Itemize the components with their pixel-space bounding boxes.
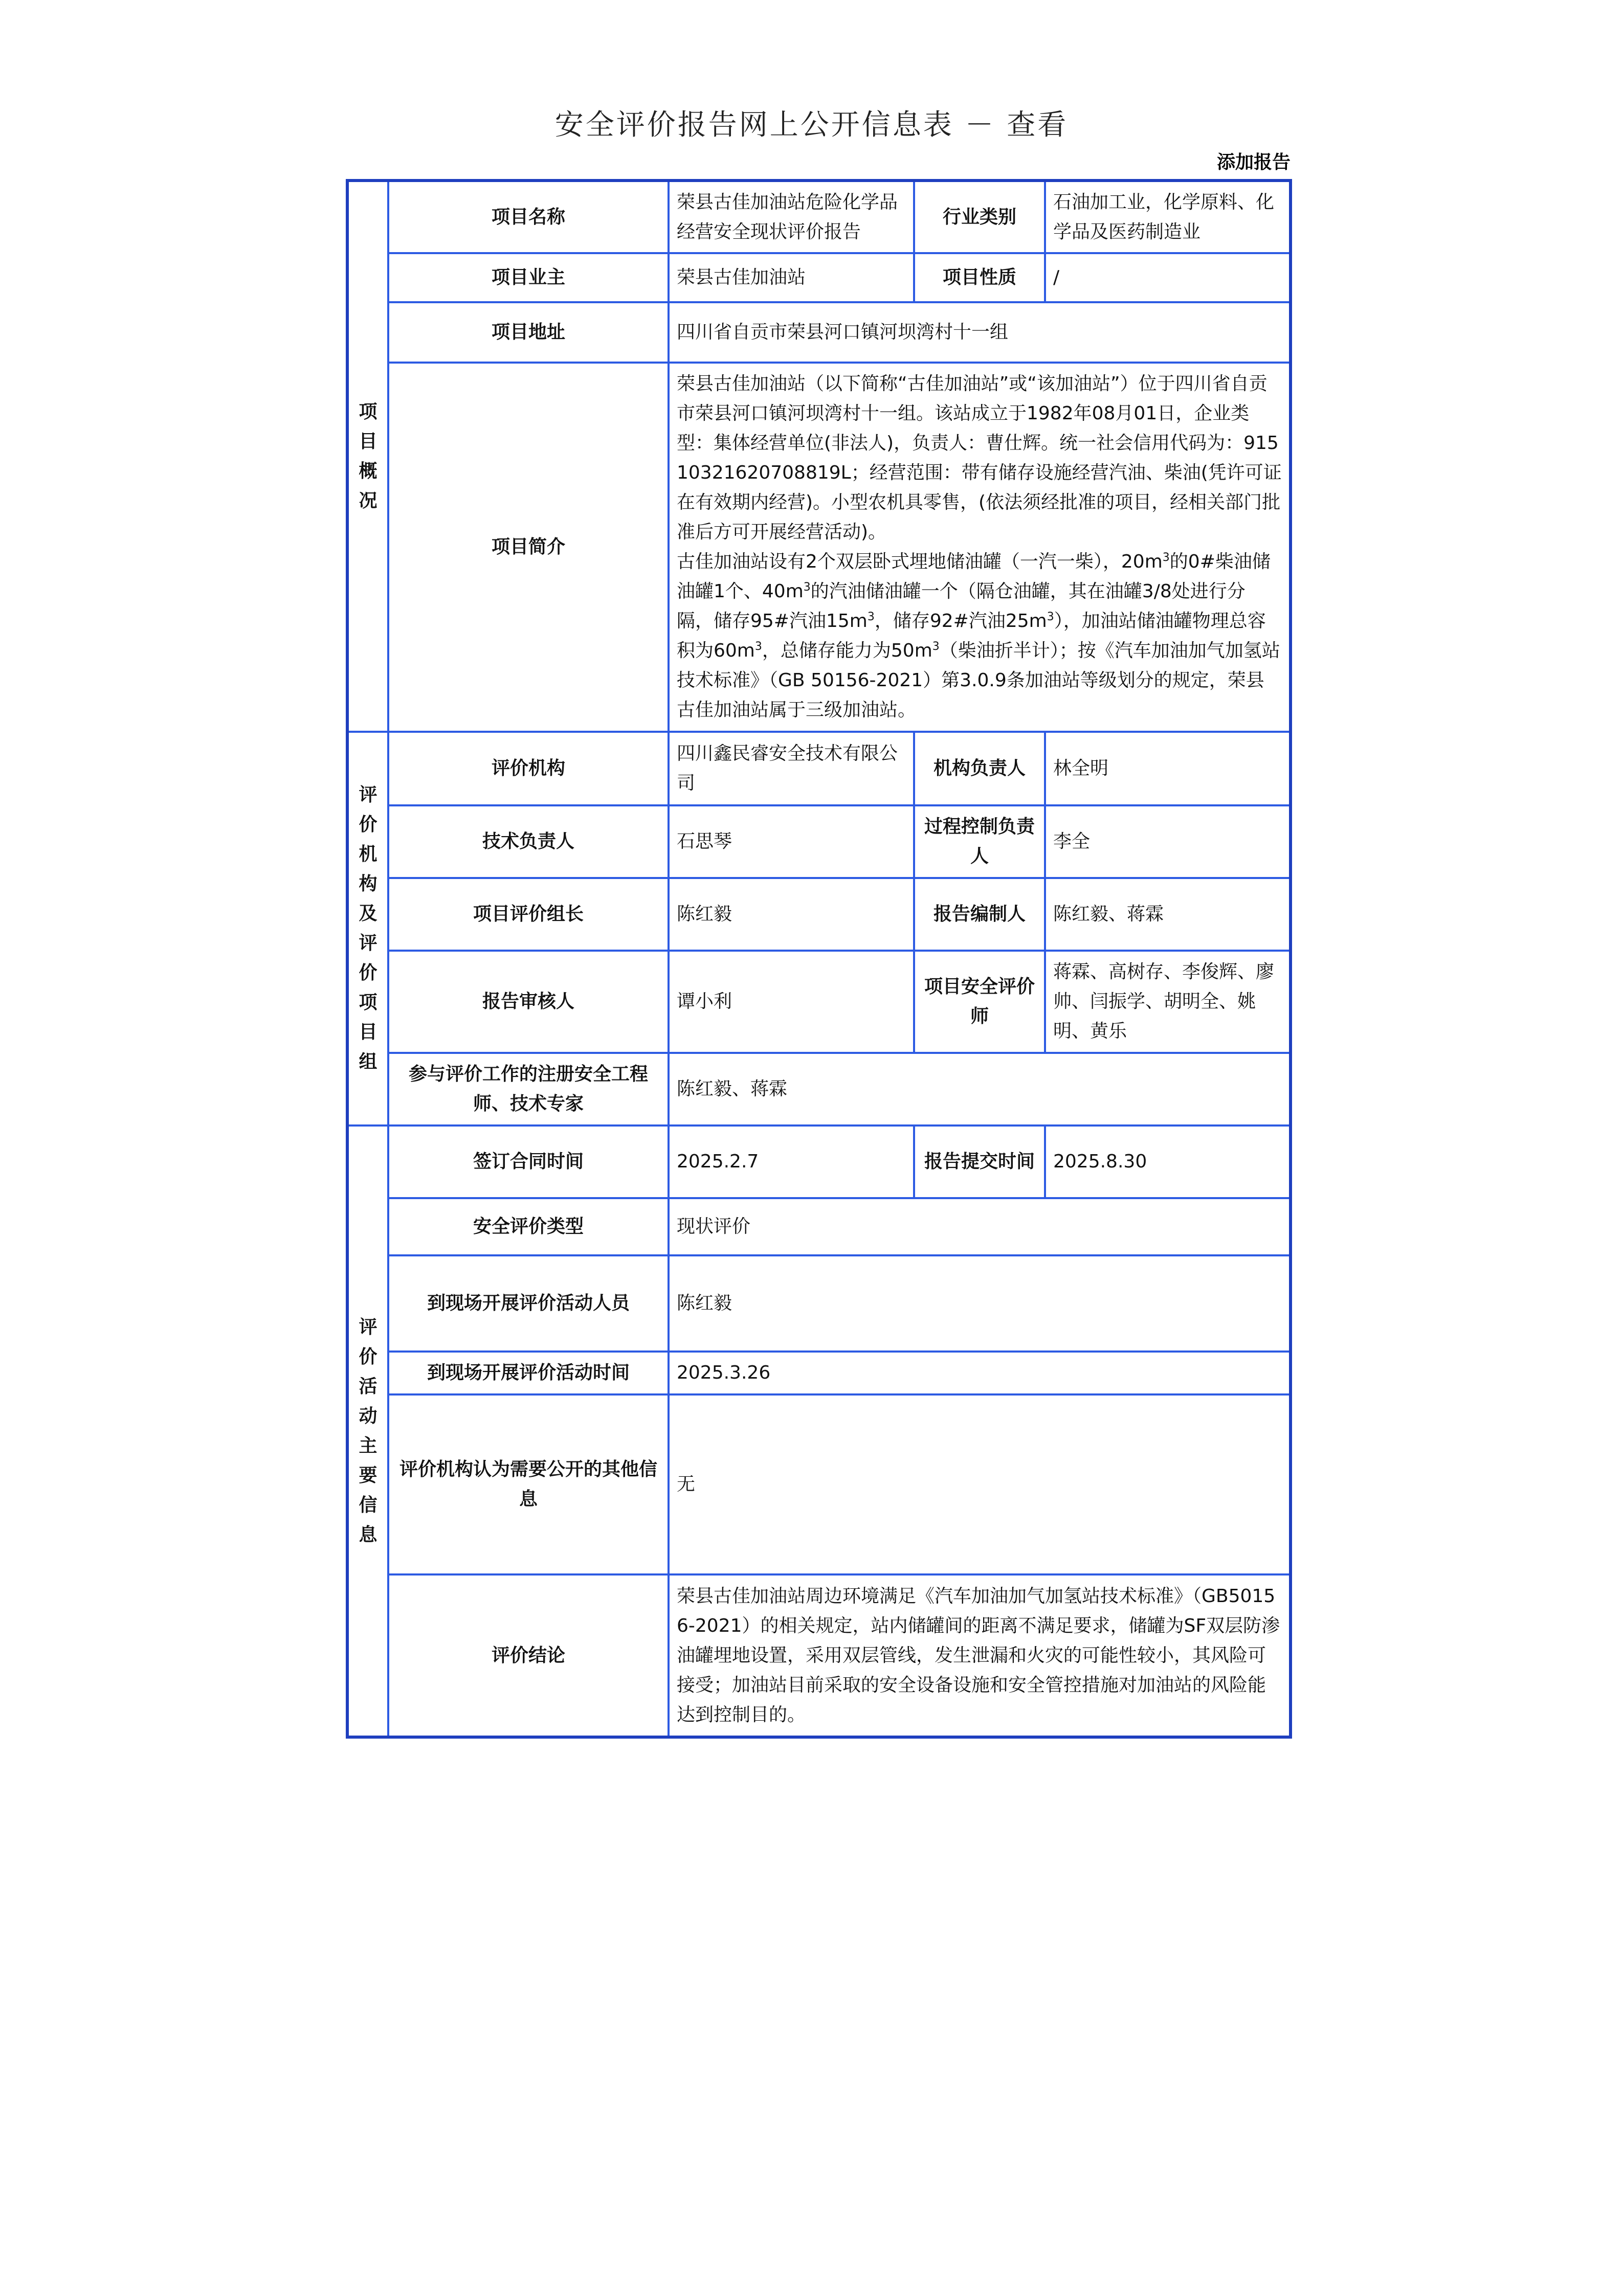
row-onsite-time — [347, 1352, 1291, 1394]
row-org — [347, 732, 1291, 805]
org-label: 评价机构 — [388, 732, 669, 805]
row-conclusion — [347, 1574, 1291, 1737]
other-info-label: 评价机构认为需要公开的其他信息 — [388, 1394, 669, 1574]
evaluator-value: 蒋霖、高树存、李俊辉、廖帅、闫振学、胡明全、姚明、黄乐 — [1045, 951, 1291, 1053]
intro-label: 项目简介 — [388, 363, 669, 732]
eval-type-value: 现状评价 — [669, 1198, 1291, 1255]
project-name-value: 荣县古佳加油站危险化学品经营安全现状评价报告 — [669, 181, 914, 253]
submit-value: 2025.8.30 — [1045, 1126, 1291, 1198]
address-value: 四川省自贡市荣县河口镇河坝湾村十一组 — [669, 302, 1291, 363]
leader-value: 陈红毅 — [669, 878, 914, 951]
conclusion-label: 评价结论 — [388, 1574, 669, 1737]
nature-value: / — [1045, 253, 1291, 302]
row-tech — [347, 805, 1291, 878]
intro-paragraph-2: 古佳加油站设有2个双层卧式埋地储油罐（一汽一柴），$20m^3$的0#柴油储油罐1个、$40m^3$的汽油储油罐一个（隔仓油罐，其在油罐3/8处进行分隔，储存95#汽油$15m^3$，储存92#汽油$25m^3$），加油站储油罐物理总容积为$60m^3$，总储存能力为$50m^3$（柴油折半计）；按《汽车加油加气加氢站技术标准》（GB 50156-2021）第3.0.9条加油站等级划分的规定，荣县古佳加油站属于三级加油站。 — [677, 551, 1280, 721]
row-other-info — [347, 1394, 1291, 1574]
process-label: 过程控制负责人 — [914, 805, 1045, 878]
onsite-people-label: 到现场开展评价活动人员 — [388, 1255, 669, 1352]
writer-value: 陈红毅、蒋霖 — [1045, 878, 1291, 951]
onsite-time-label: 到现场开展评价活动时间 — [388, 1352, 669, 1394]
contract-label: 签订合同时间 — [388, 1126, 669, 1198]
org-head-value: 林全明 — [1045, 732, 1291, 805]
row-reviewer — [347, 951, 1291, 1053]
leader-label: 项目评价组长 — [388, 878, 669, 951]
row-eval-type — [347, 1198, 1291, 1255]
address-label: 项目地址 — [388, 302, 669, 363]
tech-value: 石思琴 — [669, 805, 914, 878]
section-org: 评价机构及评价项目组 — [347, 732, 388, 1126]
org-head-label: 机构负责人 — [914, 732, 1045, 805]
writer-label: 报告编制人 — [914, 878, 1045, 951]
industry-label: 行业类别 — [914, 181, 1045, 253]
process-value: 李全 — [1045, 805, 1291, 878]
eval-type-label: 安全评价类型 — [388, 1198, 669, 1255]
owner-value: 荣县古佳加油站 — [669, 253, 914, 302]
reviewer-value: 谭小利 — [669, 951, 914, 1053]
intro-paragraph-1: 荣县古佳加油站（以下简称“古佳加油站”或“该加油站”）位于四川省自贡市荣县河口镇河坝湾村十一组。该站成立于1982年08月01日，企业类型：集体经营单位(非法人)，负责人：曹仕辉。统一社会信用代码为：91510321620708819L；经营范围：带有储存设施经营汽油、柴油(凭许可证在有效期内经营)。小型农机具零售，(依法须经批准的项目，经相关部门批准后方可开展经营活动)。 — [677, 373, 1282, 543]
owner-label: 项目业主 — [388, 253, 669, 302]
nature-label: 项目性质 — [914, 253, 1045, 302]
row-onsite-people — [347, 1255, 1291, 1352]
submit-label: 报告提交时间 — [914, 1126, 1045, 1198]
org-value: 四川鑫民睿安全技术有限公司 — [669, 732, 914, 805]
add-report-link[interactable]: 添加报告 — [1216, 152, 1291, 173]
row-leader — [347, 878, 1291, 951]
industry-value: 石油加工业，化学原料、化学品及医药制造业 — [1045, 181, 1291, 253]
contract-value: 2025.2.7 — [669, 1126, 914, 1198]
info-table — [346, 179, 1292, 1739]
row-project-name — [347, 181, 1291, 253]
row-project-owner — [347, 253, 1291, 302]
page-title: 安全评价报告网上公开信息表 － 查看 — [554, 108, 1069, 142]
row-project-intro — [347, 363, 1291, 732]
row-engineers — [347, 1053, 1291, 1126]
row-contract — [347, 1126, 1291, 1198]
row-project-address — [347, 302, 1291, 363]
onsite-people-value: 陈红毅 — [669, 1255, 1291, 1352]
section-overview: 项目概况 — [347, 181, 388, 732]
conclusion-value: 荣县古佳加油站周边环境满足《汽车加油加气加氢站技术标准》（GB50156-2021）的相关规定，站内储罐间的距离不满足要求，储罐为SF双层防渗油罐埋地设置，采用双层管线，发生泄漏和火灾的可能性较小，其风险可接受；加油站目前采取的安全设备设施和安全管控措施对加油站的风险能达到控制目的。 — [669, 1574, 1291, 1737]
engineers-value: 陈红毅、蒋霖 — [669, 1053, 1291, 1126]
onsite-time-value: 2025.3.26 — [669, 1352, 1291, 1394]
reviewer-label: 报告审核人 — [388, 951, 669, 1053]
section-activity: 评价活动主要信息 — [347, 1126, 388, 1737]
engineers-label: 参与评价工作的注册安全工程师、技术专家 — [388, 1053, 669, 1126]
intro-value — [669, 363, 1291, 732]
tech-label: 技术负责人 — [388, 805, 669, 878]
project-name-label: 项目名称 — [388, 181, 669, 253]
evaluator-label: 项目安全评价师 — [914, 951, 1045, 1053]
other-info-value: 无 — [669, 1394, 1291, 1574]
